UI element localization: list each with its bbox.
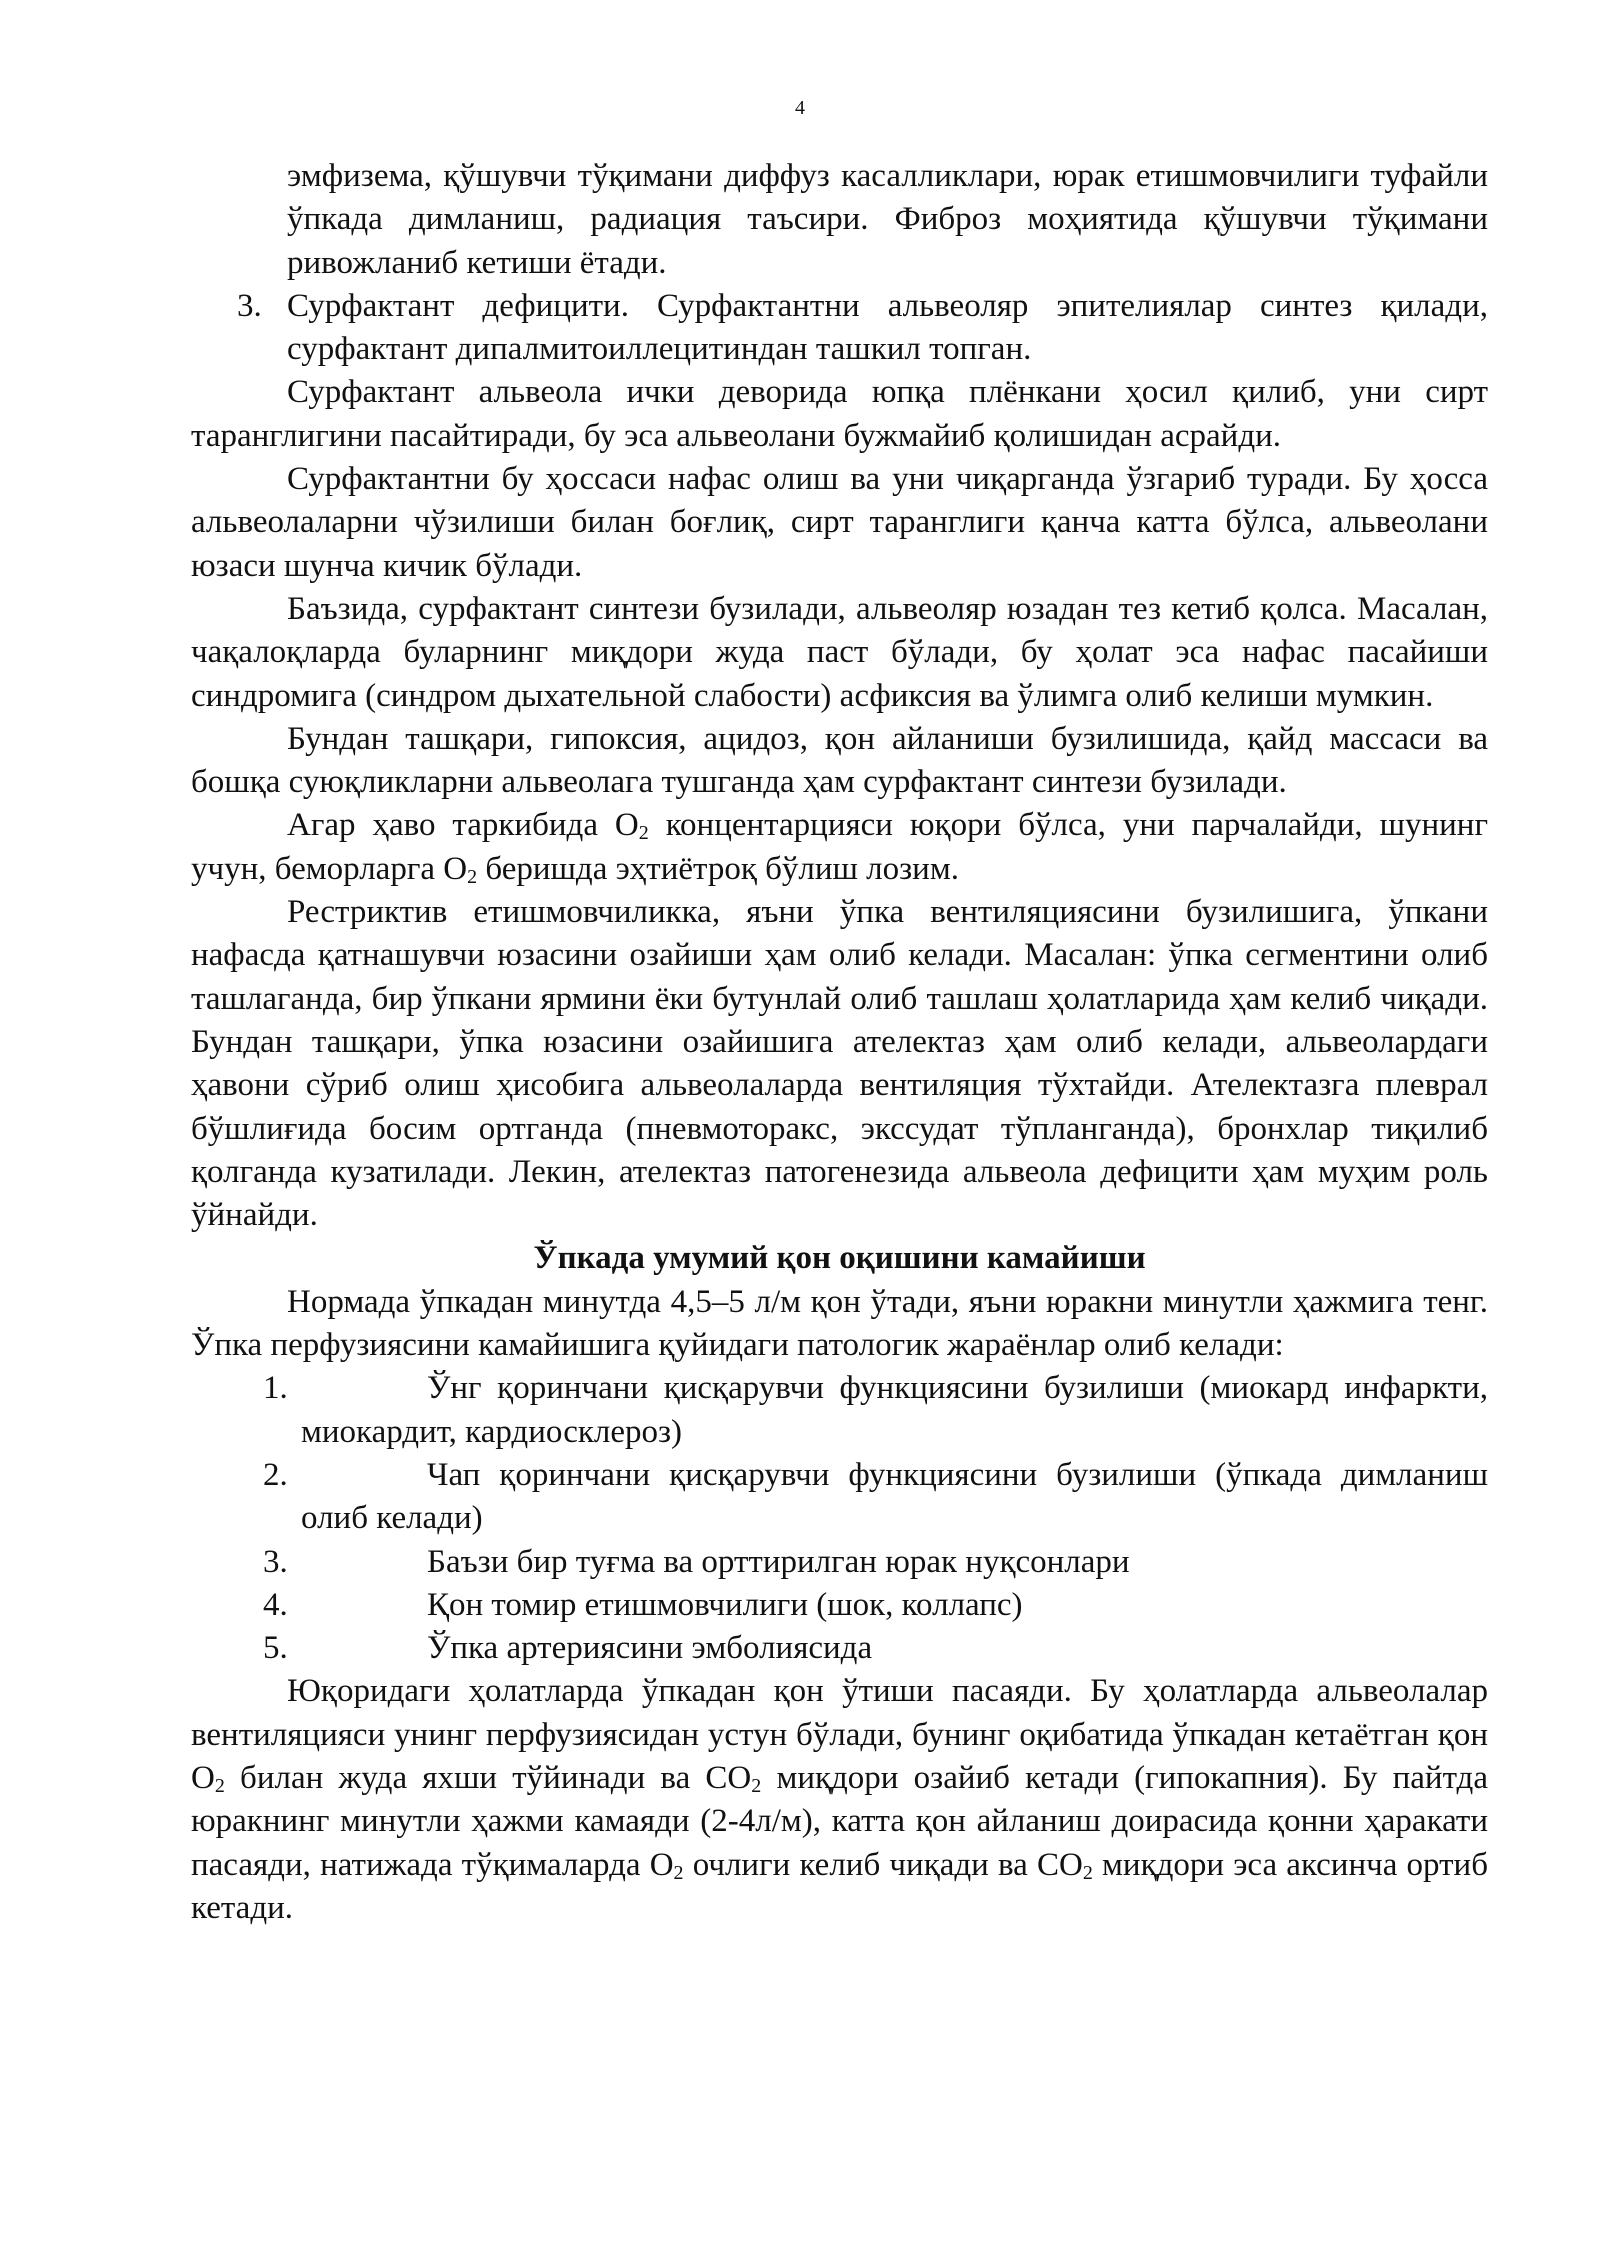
list-item: 4. Қон томир етишмовчилиги (шок, коллапс)	[263, 1586, 1023, 1623]
paragraph: Сурфактантни бу ҳоссаси нафас олиш ва уни чиқарганда ўзгариб туради. Бу ҳосса альвеолаларни чўзилиши билан боғлиқ, сирт таранглиги қанча катта бўлса, альвеолани юзаси шунча кичик бўлади.	[191, 461, 1488, 584]
paragraph: Бундан ташқари, гипоксия, ацидоз, қон айланиши бузилишида, қайд массаси ва бошқа суюқликларни альвеолага тушганда ҳам сурфактант синтези бузилади.	[191, 720, 1488, 801]
paragraph: Нормада ўпкадан минутда 4,5–5 л/м қон ўтади, яъни юракни минутли ҳажмига тенг. Ўпка перфузиясини камайишига қуйидаги патологик жараёнлар олиб келади:	[191, 1283, 1488, 1364]
numbered-list	[191, 1367, 1488, 1670]
paragraph: Рестриктив етишмовчиликка, яъни ўпка вентиляциясини бузилишига, ўпкани нафасда қатнашувчи юзасини озайиши ҳам олиб келади. Масалан: ўпка сегментини олиб ташлаганда, бир ўпкани ярмини ёки бутунлай олиб ташлаш ҳолатларида ҳам келиб чиқади. Бундан ташқари, ўпка юзасини озайишига ателектаз ҳам олиб келади, альвеолардаги ҳавони сўриб олиш ҳисобига альвеолаларда вентиляция тўхтайди. Ателектазга плеврал бўшлиғида босим ортганда (пневмоторакс, экссудат тўпланганда), бронхлар тиқилиб қолганда кузатилади. Лекин, ателектаз патогенезида альвеола дефицити ҳам муҳим роль ўйнайди.	[191, 894, 1488, 1234]
list-item: 5. Ўпка артериясини эмболиясида	[263, 1630, 873, 1667]
page-body	[191, 155, 1488, 1930]
list-item: 3. Баъзи бир туғма ва орттирилган юрак нуқсонлари	[263, 1543, 1130, 1580]
section-heading: Ўпкада умумий қон оқишини камайиши	[533, 1240, 1146, 1277]
list-item: 2. Чап қоринчани қисқарувчи функциясини бузилиши (ўпкада димланиш олиб келади)	[263, 1456, 1488, 1537]
continuation-paragraph: эмфизема, қўшувчи тўқимани диффуз касалликлари, юрак етишмовчилиги туфайли ўпкада димланиш, радиация таъсири. Фиброз моҳиятида қўшувчи тўқимани ривожланиб кетиши ётади.	[287, 158, 1488, 281]
list-item-surfactant	[191, 285, 1488, 372]
page-number: 4	[795, 97, 805, 119]
paragraph-perfusion: Юқоридаги ҳолатларда ўпкадан қон ўтиши пасаяди. Бу ҳолатларда альвеолалар вентиляцияси унинг перфузиясидан устун бўлади, бунинг оқибатида ўпкадан кетаётган қон $О_2$ билан жуда яхши тўйинади ва $СО_2$ миқдори озайиб кетади (гипокапния). Бу пайтда юракнинг минутли ҳажми камаяди (2-4л/м), катта қон айланиш доирасида қонни ҳаракати пасаяди, натижада тўқималарда $О_2$ очлиги келиб чиқади ва $СО_2$ миқдори эса аксинча ортиб кетади.	[191, 1673, 1488, 1926]
list-number: 3.	[237, 287, 262, 324]
paragraph-oxygen: Агар ҳаво таркибида $О_2$ концентарцияси юқори бўлса, уни парчалайди, шунинг учун, беморларга $О_2$ беришда эҳтиётроқ бўлиш лозим.	[191, 807, 1488, 888]
paragraph: Баъзида, сурфактант синтези бузилади, альвеоляр юзадан тез кетиб қолса. Масалан, чақалоқларда буларнинг миқдори жуда паст бўлади, бу ҳолат эса нафас пасайиши синдромига (синдром дыхательной слабости) асфиксия ва ўлимга олиб келиши мумкин.	[191, 590, 1488, 714]
list-item-text: Сурфактант дефицити. Сурфактантни альвеоляр эпителиялар синтез қилади, сурфактант дипалмитоиллецитиндан ташкил топган.	[287, 287, 1488, 368]
paragraph: Сурфактант альвеола ички деворида юпқа плёнкани ҳосил қилиб, уни сирт таранглигини пасайтиради, бу эса альвеолани бужмайиб қолишидан асрайди.	[191, 374, 1488, 454]
list-item: 1. Ўнг қоринчани қисқарувчи функциясини бузилиши (миокард инфаркти, миокардит, кардиосклероз)	[263, 1370, 1488, 1450]
